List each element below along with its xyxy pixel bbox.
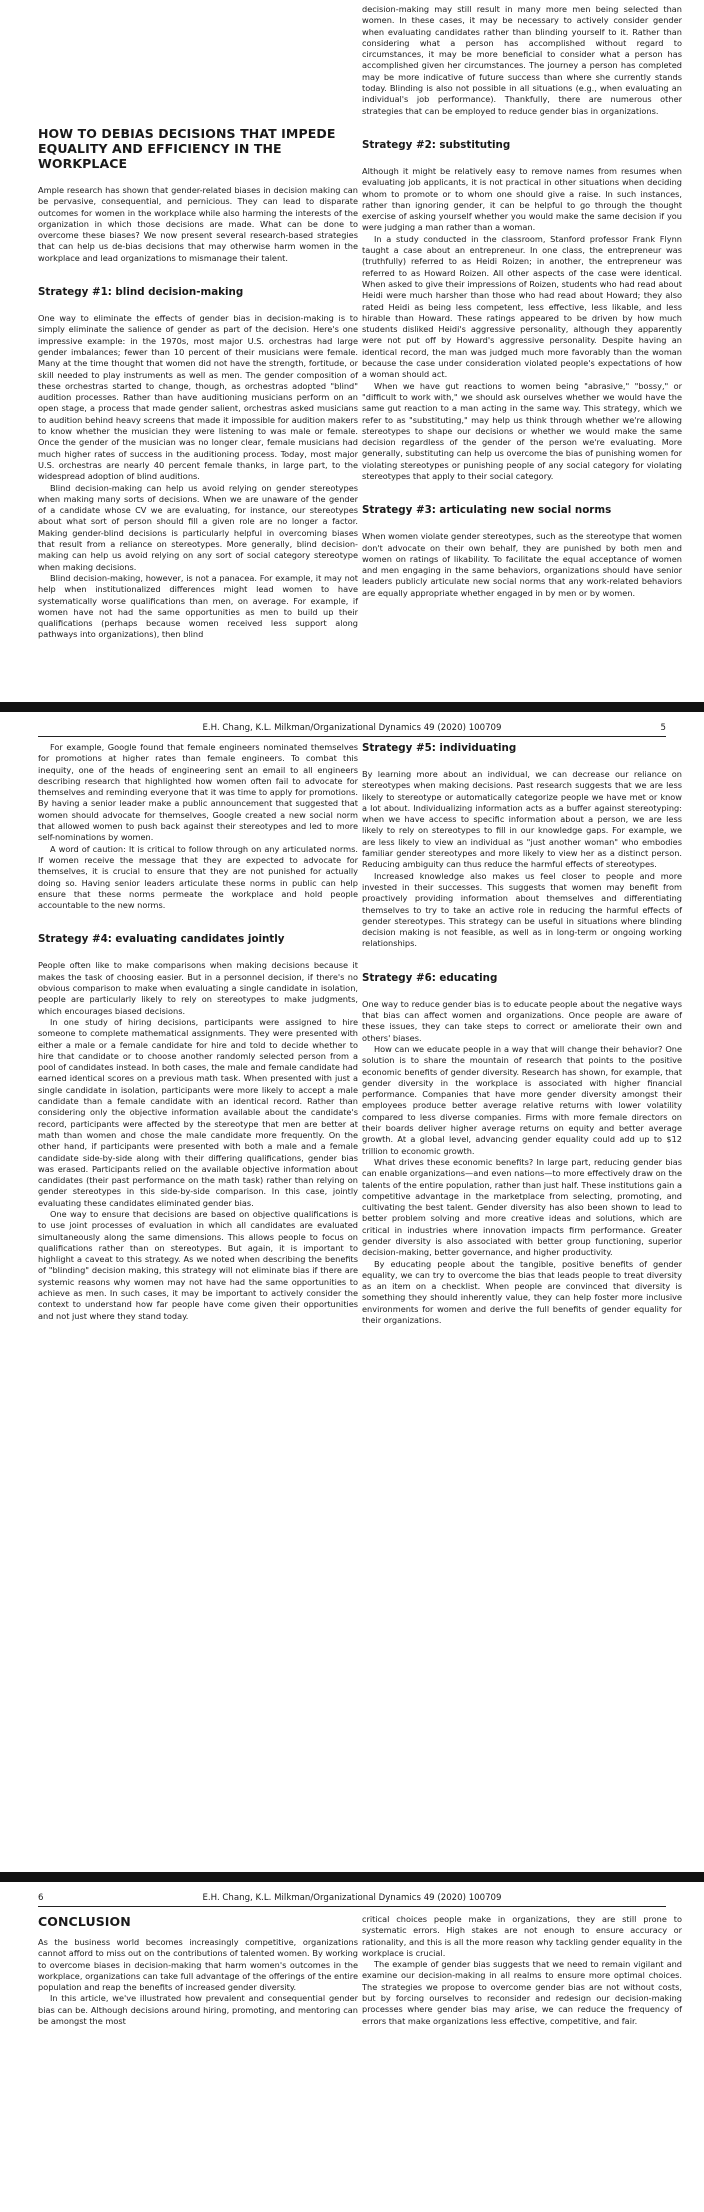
strategy-3-paragraph-3: A word of caution: It is critical to follow through on any articulated norms. If women receive the message that they are expected to advocate for themselves, it is crucial to ensure that they are not punished for actually doing so. Having senior leaders articulate these norms in public can help ensure that these norms permeate the workplace and hold people accountable to the new norms. [38, 843, 358, 911]
strategy-1-continuation: decision-making may still result in many more men being selected than women. In these cases, it may be necessary to actively consider gender when evaluating candidates rather than blinding yourself to it. Rather than considering what a person has accomplished without regard to circumstances, it may be more beneficial to consider what a person has accomplished given her circumstances. The journey a person has completed may be more indicative of future success than where she currently stands today. Blinding is also not possible in all situations (e.g., when evaluating an individual's job performance). Thankfully, there are numerous other strategies that can be employed to reduce gender bias in organizations. [362, 4, 682, 116]
page-number: 5 [660, 723, 666, 733]
page-2-right-column [362, 742, 682, 1326]
strategy-4-heading: Strategy #4: evaluating candidates jointly [38, 933, 285, 946]
page-3-right-column [362, 1914, 682, 2027]
page-number: 6 [38, 1893, 44, 1903]
page-3 [0, 1884, 704, 2212]
running-head-title: E.H. Chang, K.L. Milkman/Organizational Dynamics 49 (2020) 100709 [202, 1893, 502, 1903]
strategy-6-paragraph-2: How can we educate people in a way that will change their behavior? One solution is to share the mountain of research that points to the positive economic benefits of gender diversity. Research has shown, for example, that gender diversity in the workplace is associated with higher financial performance. Companies that have more gender diversity amongst their employees produce better average relative returns with lower volatility compared to less diverse companies. Firms with more female directors on their boards deliver higher average returns on equity and better average growth. At a global level, advancing gender equality could add up to $12 trillion to economic growth. [362, 1043, 682, 1156]
strategy-3-paragraph-1: When women violate gender stereotypes, such as the stereotype that women don't advocate on their own behalf, they are punished by both men and women on ratings of likability. To facilitate the equal acceptance of women and men engaging in the same behaviors, organizations should have senior leaders publicly articulate new social norms that any work-related behaviors are equally appropriate whether engaged in by men or by women. [362, 531, 682, 598]
strategy-1-heading: Strategy #1: blind decision-making [38, 286, 244, 299]
page-separator [0, 1872, 704, 1882]
page-1 [0, 0, 704, 700]
conclusion-paragraph-4: The example of gender bias suggests that we need to remain vigilant and examine our decision-making in all realms to ensure more optimal choices. The strategies we propose to overcome gender bias are not without costs, but by forcing ourselves to reconsider and redesign our decision-making processes where gender bias may arise, we can reduce the frequency of errors that make organizations less effective, competitive, and fair. [362, 1959, 682, 2026]
conclusion-heading: CONCLUSION [38, 1914, 131, 1929]
strategy-6-paragraph-3: What drives these economic benefits? In large part, reducing gender bias can enable organizations—and even nations—to more effectively draw on the talents of the entire population, rather than just half. These institutions gain a competitive advantage in the marketplace from selecting, promoting, and cultivating the best talent. Gender diversity has also been shown to lead to better problem solving and more creative ideas and solutions, which are critical in industries where innovation impacts firm performance. Greater gender diversity is also associated with better group functioning, superior decision-making, better governance, and higher productivity. [362, 1156, 682, 1258]
conclusion-paragraph-2: In this article, we've illustrated how prevalent and consequential gender bias can be. Although decisions around hiring, promoting, and mentoring can be amongst the most [38, 1993, 358, 2027]
strategy-2-paragraph-2: In a study conducted in the classroom, Stanford professor Frank Flynn taught a case about an entrepreneur. In one class, the entrepreneur was (truthfully) referred to as Heidi Roizen; in another, the entrepreneur was referred to as Howard Roizen. All other aspects of the case were identical. When asked to give their impressions of Roizen, students who had read about Heidi were much harsher than those who had read about Howard; they also rated Heidi as being less competent, less effective, less likable, and less hirable than Howard. These ratings appeared to be driven by how much students disliked Heidi's aggressive personality, although they apparently were not put off by Howard's aggressive personality. Despite having an identical record, the man was judged much more favorably than the woman because the case under consideration violated people's expectations of how a woman should act. [362, 233, 682, 380]
section-heading-debias: HOW TO DEBIAS DECISIONS THAT IMPEDE EQUALITY AND EFFICIENCY IN THE WORKPLACE [38, 126, 336, 171]
page-3-left-column [38, 1914, 358, 2027]
strategy-1-paragraph-2: Blind decision-making can help us avoid relying on gender stereotypes when making many sorts of decisions. When we are unaware of the gender of a candidate whose CV we are evaluating, for instance, our stereotypes about what sort of person should fill a given role are no longer a factor. Making gender-blind decisions is particularly helpful in overcoming biases that result from a reliance on stereotypes. More generally, blind decision-making can help us avoid relying on any sort of social category stereotype when making decisions. [38, 482, 358, 572]
page-separator [0, 702, 704, 712]
strategy-6-paragraph-1: One way to reduce gender bias is to educate people about the negative ways that bias can affect women and organizations. Once people are aware of these issues, they can take steps to correct or ameliorate their own and others' biases. [362, 998, 682, 1043]
strategy-2-paragraph-1: Although it might be relatively easy to remove names from resumes when evaluating job applicants, it is not practical in other situations when deciding whom to promote or to whom one should give a raise. In such instances, rather than ignoring gender, it can be helpful to go through the thought exercise of asking yourself whether you would make the same decision if you were judging a man rather than a woman. [362, 165, 682, 233]
running-head [38, 1892, 666, 1907]
running-head [38, 722, 666, 737]
page-1-left-column [38, 126, 358, 641]
strategy-6-heading: Strategy #6: educating [362, 971, 498, 984]
strategy-4-paragraph-3: One way to ensure that decisions are based on objective qualifications is to use joint processes of evaluation in which all candidates are evaluated simultaneously along the same dimensions. This allows people to focus on qualifications rather than on stereotypes. But again, it is important to highlight a caveat to this strategy. As we noted when describing the benefits of "blinding" decision making, this strategy will not eliminate bias if there are systemic reasons why women may not have had the same opportunities to achieve as men. In such cases, it may be important to actively consider the context to understand how far people have come given their opportunities and not just where they stand today. [38, 1208, 358, 1321]
strategy-3-heading: Strategy #3: articulating new social norms [362, 504, 612, 517]
strategy-5-heading: Strategy #5: individuating [362, 742, 517, 754]
strategy-2-paragraph-3: When we have gut reactions to women being "abrasive," "bossy," or "difficult to work with," we should ask ourselves whether we would have the same gut reaction to a man acting in the same way. This strategy, which we refer to as "substituting," may help us think through whether we're allowing stereotypes to shape our decisions or whether we would make the same decision regardless of the gender of the person we're evaluating. More generally, substituting can help us overcome the bias of punishing women for violating stereotypes or punishing people of any social category for violating stereotypes that apply to their social category. [362, 380, 682, 481]
strategy-5-paragraph-1: By learning more about an individual, we can decrease our reliance on stereotypes when making decisions. Past research suggests that we are less likely to stereotype or automatically categorize people we have met or know a lot about. Individualizing information acts as a buffer against stereotyping: when we have access to specific information about a person, we are less likely to rely on stereotypes to fill in our knowledge gaps. For example, we are less likely to view an individual as "just another woman" who embodies familiar gender stereotypes and more likely to view her as a distinct person. Reducing ambiguity can thus reduce the harmful effects of stereotypes. [362, 769, 682, 870]
page-2 [0, 712, 704, 1870]
strategy-4-paragraph-1: People often like to make comparisons when making decisions because it makes the task of choosing easier. But in a personnel decision, if there's no obvious comparison to make when evaluating a single candidate in isolation, people are particularly likely to rely on stereotypes to make judgments, which encourages biased decisions. [38, 960, 358, 1016]
strategy-5-paragraph-2: Increased knowledge also makes us feel closer to people and more invested in their successes. This suggests that women may benefit from proactively providing information about themselves and differentiating themselves to try to take an active role in reducing the harmful effects of gender stereotypes. This strategy can be useful in situations where blinding decision making is not feasible, as well as in long-term or ongoing working relationships. [362, 870, 682, 949]
strategy-1-paragraph-1: One way to eliminate the effects of gender bias in decision-making is to simply eliminate the salience of gender as part of the decision. Here's one impressive example: in the 1970s, most major U.S. orchestras had large gender imbalances; fewer than 10 percent of their musicians were female. Many at the time thought that women did not have the strength, fortitude, or skill needed to play instruments as well as men. The gender composition of these orchestras started to change, though, as orchestras adopted "blind" audition processes. Rather than have auditioning musicians perform on an open stage, a process that made gender salient, orchestras asked musicians to audition behind heavy screens that made it impossible for audition makers to know whether the musician they were listening to was male or female. Once the gender of the musician was no longer clear, female musicians had much higher rates of success in the auditioning process. Today, most major U.S. orchestras are nearly 40 percent female thanks, in large part, to the widespread adoption of blind auditions. [38, 313, 358, 482]
conclusion-paragraph-3: critical choices people make in organizations, they are still prone to systematic errors. High stakes are not enough to ensure accuracy or rationality, and this is all the more reason why tackling gender equality in the workplace is crucial. [362, 1914, 682, 1958]
page-1-right-column [362, 4, 682, 599]
running-head-title: E.H. Chang, K.L. Milkman/Organizational Dynamics 49 (2020) 100709 [202, 723, 502, 733]
strategy-3-paragraph-2: For example, Google found that female engineers nominated themselves for promotions at higher rates than female engineers. To combat this inequity, one of the heads of engineering sent an email to all engineers describing research that highlighted how women often fail to advocate for themselves and reminding everyone that it was time to apply for promotions. By having a senior leader make a public announcement that suggested that women should advocate for themselves, Google created a new social norm that allowed women to push back against their stereotypes and led to more self-nominations by women. [38, 742, 358, 843]
strategy-2-heading: Strategy #2: substituting [362, 138, 511, 151]
strategy-1-paragraph-3: Blind decision-making, however, is not a panacea. For example, it may not help when institutionalized differences might lead women to have systematically worse qualifications than men, on average. For example, if women have not had the same opportunities as men to build up their qualifications (perhaps because women received less support along pathways into organizations), then blind [38, 572, 358, 640]
page-2-left-column [38, 742, 358, 1322]
conclusion-paragraph-1: As the business world becomes increasingly competitive, organizations cannot afford to miss out on the contributions of talented women. By working to overcome biases in decision-making that harm women's outcomes in the workplace, organizations can take full advantage of the offerings of the entire population and reap the benefits of increased gender diversity. [38, 1937, 358, 1993]
strategy-6-paragraph-4: By educating people about the tangible, positive benefits of gender equality, we can try to overcome the bias that leads people to treat diversity as an item on a checklist. When people are convinced that diversity is something they should inherently value, they can help foster more inclusive environments for women and derive the full benefits of gender equality for their organizations. [362, 1258, 682, 1326]
intro-paragraph: Ample research has shown that gender-related biases in decision making can be pervasive, consequential, and pernicious. They can lead to disparate outcomes for women in the workplace while also harming the interests of the organization in which those decisions are made. What can be done to overcome these biases? We now present several research-based strategies that can help us de-bias decisions that may otherwise harm women in the workplace and lead organizations to mismanage their talent. [38, 185, 358, 263]
strategy-4-paragraph-2: In one study of hiring decisions, participants were assigned to hire someone to complete mathematical assignments. They were presented with either a male or a female candidate for hire and told to decide whether to hire that candidate or to choose another randomly selected person from a pool of candidates instead. In both cases, the male and female candidate had earned identical scores on a previous math task. When presented with just a single candidate in isolation, participants were more likely to accept a male candidate than a female candidate with an identical record. Rather than considering only the objective information available about the candidate's record, participants were affected by the stereotype that men are better at math than women and chose the male candidate more frequently. On the other hand, if participants were presented with both a male and a female candidate side-by-side along with their differing qualifications, gender bias was erased. Participants relied on the available objective information about candidates (their past performance on the math task) rather than relying on gender stereotypes in this side-by-side comparison. In this case, jointly evaluating these candidates eliminated gender bias. [38, 1016, 358, 1208]
